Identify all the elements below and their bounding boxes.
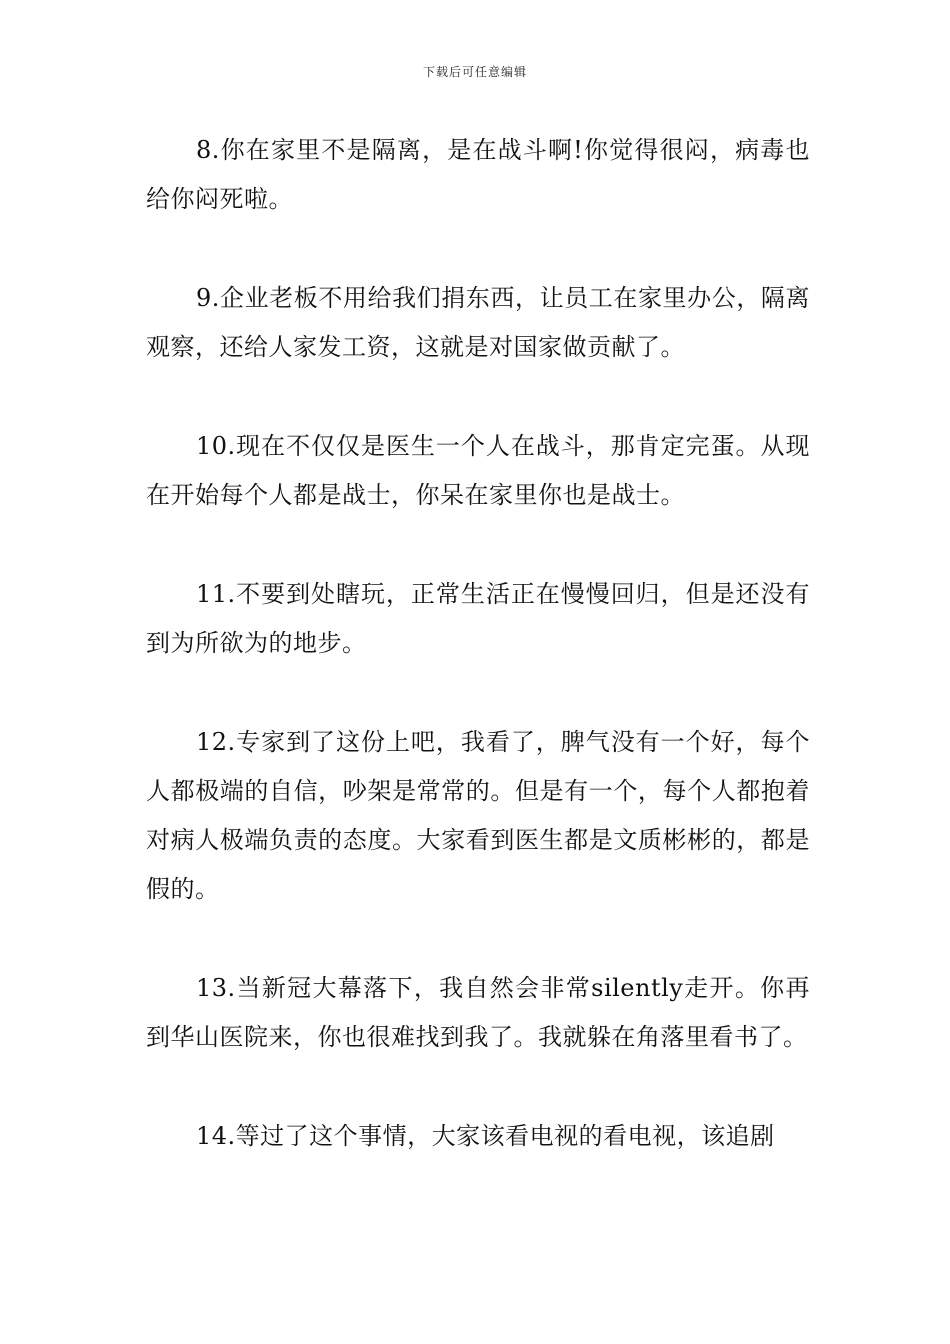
paragraph-10: 10.现在不仅仅是医生一个人在战斗，那肯定完蛋。从现在开始每个人都是战士，你呆在家里你也是战士。	[146, 432, 810, 509]
paragraph-9: 9.企业老板不用给我们捐东西，让员工在家里办公，隔离观察，还给人家发工资，这就是对国家做贡献了。	[146, 284, 810, 361]
page-header-note: 下载后可任意编辑	[422, 65, 527, 79]
paragraph-14: 14.等过了这个事情，大家该看电视的看电视，该追剧	[196, 1122, 775, 1150]
paragraph-13: 13.当新冠大幕落下，我自然会非常silently走开。你再到华山医院来，你也很难找到我了。我就躲在角落里看书了。	[146, 974, 810, 1051]
paragraph-11: 11.不要到处瞎玩，正常生活正在慢慢回归，但是还没有到为所欲为的地步。	[146, 580, 810, 657]
document-body	[146, 126, 810, 1211]
paragraph-8: 8.你在家里不是隔离，是在战斗啊!你觉得很闷，病毒也给你闷死啦。	[146, 136, 810, 213]
paragraph-12: 12.专家到了这份上吧，我看了，脾气没有一个好，每个人都极端的自信，吵架是常常的。但是有一个，每个人都抱着对病人极端负责的态度。大家看到医生都是文质彬彬的，都是假的。	[146, 728, 810, 903]
